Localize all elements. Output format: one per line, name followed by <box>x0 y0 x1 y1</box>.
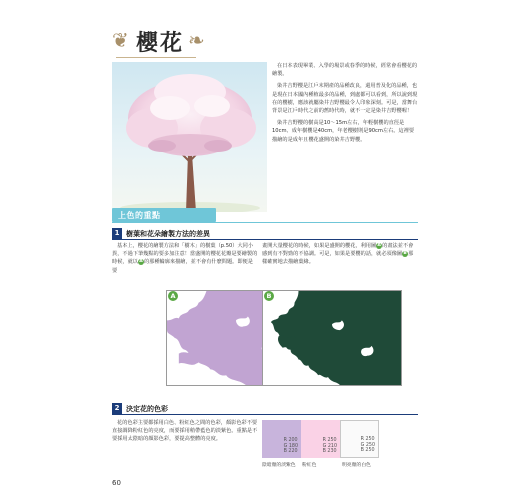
subsection-number: 1 <box>112 228 122 239</box>
swatch-rgb-values: R 250 G 210 B 230 <box>322 438 337 455</box>
subsection-rule <box>112 239 418 240</box>
badge-b: B <box>403 250 407 256</box>
subsection-1-left-text: 基本上，櫻花的繪製方法和「樹木」的樹葉（p.50）大同小異，不過下筆幾點的要多加注意！當盛開的櫻花花瓣是要繪製的時候，就以A的那種輪廓來描繪，並不會有什麼問題。即便是要 <box>112 243 258 274</box>
swatch-rgb-values: R 250 G 250 B 250 <box>360 437 375 454</box>
ornament-left-icon: ❦ <box>112 28 129 52</box>
cherry-tree-illustration <box>112 62 267 212</box>
subsection-title: 樹葉和花朵繪製方法的差異 <box>126 230 210 238</box>
panel-b-label: B <box>264 291 274 301</box>
color-swatch-pink <box>301 420 340 458</box>
panel-a-label: A <box>168 291 178 301</box>
comparison-panel-b <box>262 290 402 386</box>
intro-text <box>272 62 418 148</box>
subsection-1-right-text: 畫開大量櫻花的時候，如果是盛開的櫻花，利用圖A的畫法並不會感到有不對勁的不協調。可是，如果是要櫻的話，就必須像圖B那樣確實地去描繪葉緣。 <box>262 242 414 266</box>
section-banner <box>112 208 216 222</box>
swatch-caption: 明亮顏的白色 <box>342 463 371 468</box>
swatch-caption: 陰暗顏的淡紫色 <box>262 463 296 468</box>
swatch-caption: 粉紅色 <box>302 463 317 468</box>
page-title: 櫻花 <box>136 30 185 56</box>
subsection-title: 決定花的色彩 <box>126 405 168 413</box>
title-rule <box>116 57 196 58</box>
swatch-rgb-values: R 200 G 180 B 220 <box>283 438 298 455</box>
badge-a: A <box>139 258 143 264</box>
intro-paragraph: 染井吉野櫻是江戶末期產的品種改良，還用普及化的品種，也是現在日本國內種植最多的品種，到處都可以看到，所以說到現在的櫻樹，應該就屬染井吉野櫻最令人印象深刻。可是，當舞台背景是江戶時代之前的舊時代時，就不一定是染井吉野櫻喔！ <box>272 83 418 115</box>
intro-paragraph: 染井吉野櫻的樹高是10～15m左右，年輕樹櫻的直徑是10cm、成年樹櫻是40cm，年老櫻樹則是90cm左右。這裡要描繪的是成年且櫻花盛開的染井吉野櫻。 <box>272 120 415 143</box>
color-swatch-white <box>340 420 379 458</box>
page-number: 60 <box>112 479 121 487</box>
subsection-2-text: 花的色彩主要都採用白色、粉紅色之間的色彩，顏影色彩不要直接調降粉紅色的亮度，而要採用稍帶藍色的淡紫色。重點是不要採用太陰暗的顏影色彩，要提高整體的亮度。 <box>112 420 258 443</box>
subsection-rule <box>112 414 418 415</box>
ornament-right-icon: ❧ <box>188 28 205 52</box>
section-banner-label: 上色的重點 <box>118 210 161 220</box>
color-swatch-lavender <box>262 420 301 458</box>
badge-a: A <box>377 242 381 248</box>
intro-paragraph: 在日本表現畢業、入學的場景或春季的時候，經常會看櫻花的繪製。 <box>272 63 418 78</box>
section-banner-rule <box>112 222 418 223</box>
subsection-number: 2 <box>112 403 122 414</box>
